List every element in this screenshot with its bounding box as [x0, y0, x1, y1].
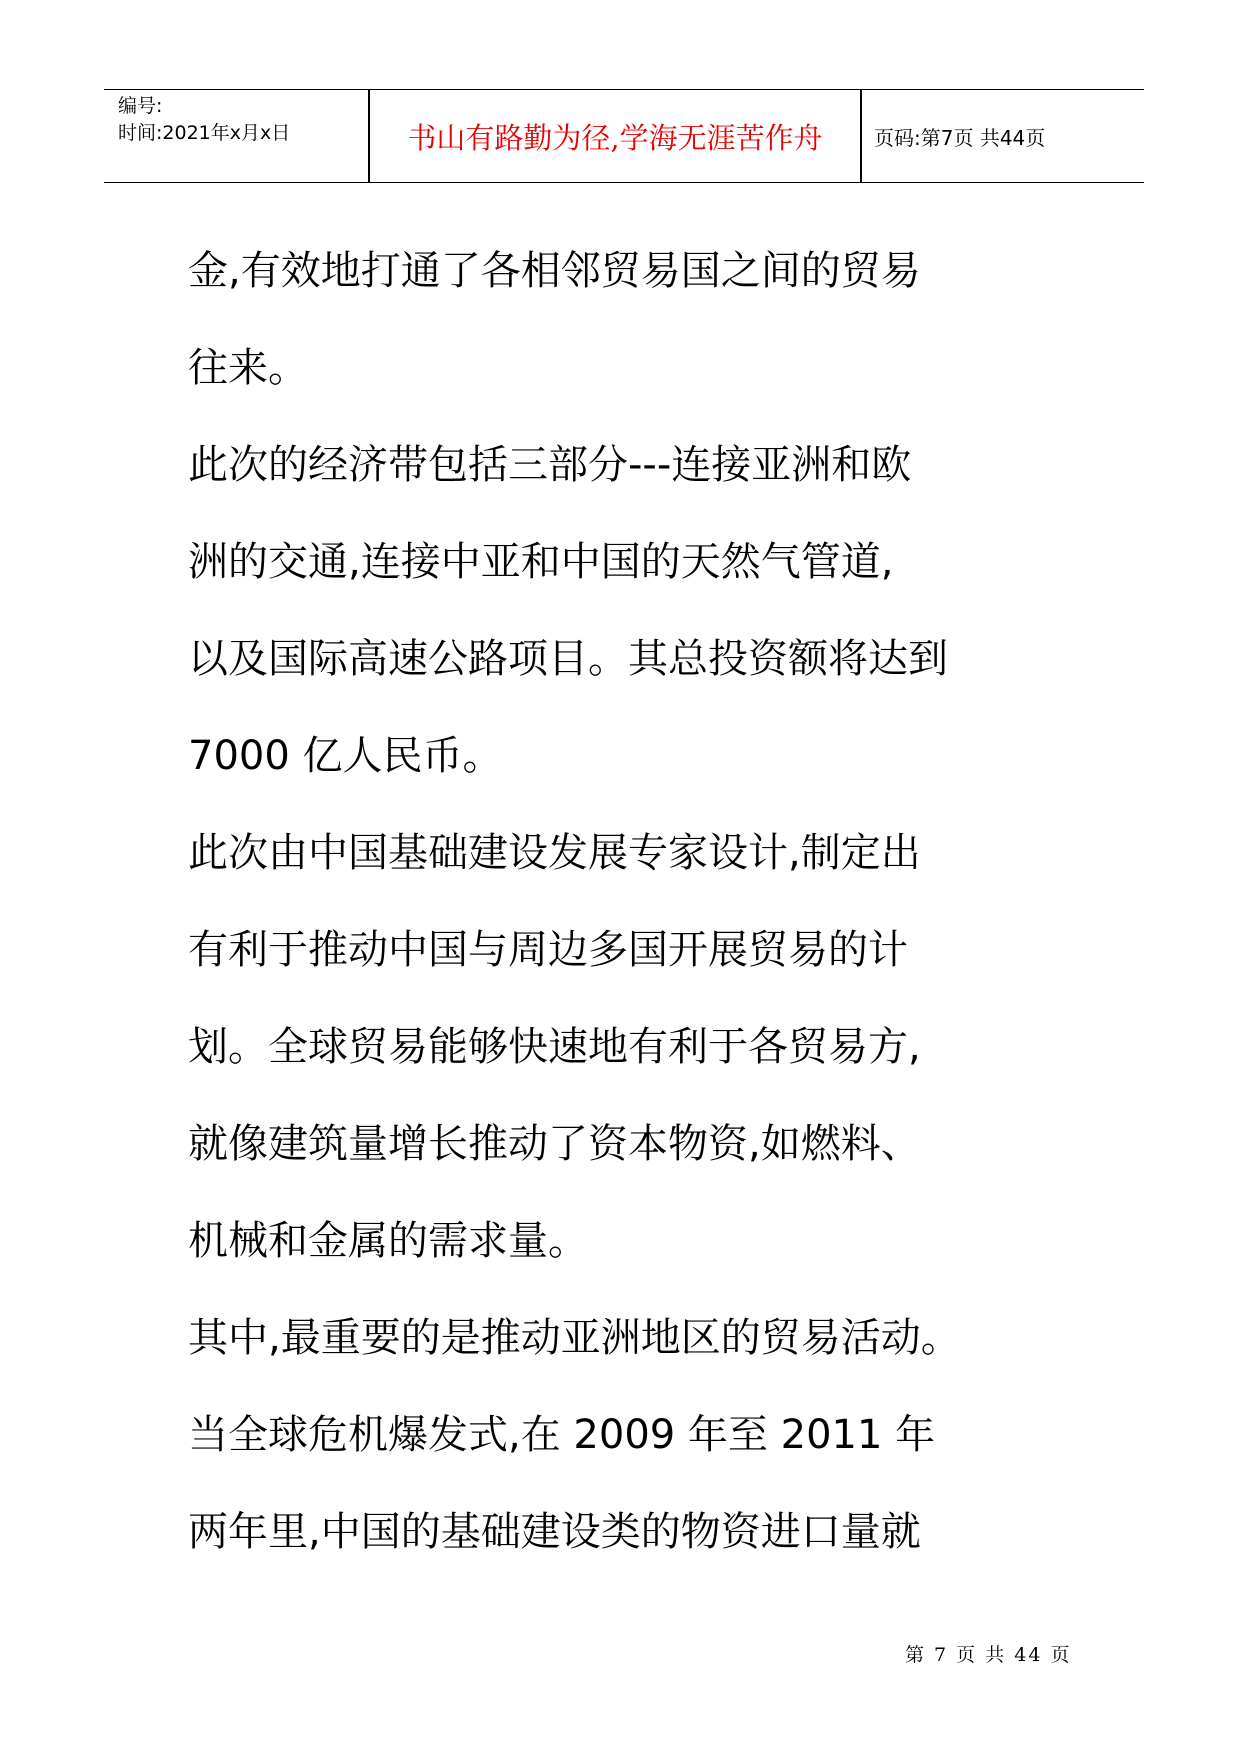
header-page-code: 页码:第7页 共44页 — [874, 125, 1046, 150]
header-motto: 书山有路勤为径,学海无涯苦作舟 — [407, 120, 823, 155]
text-line: 划。全球贸易能够快速地有利于各贸易方, — [188, 1024, 921, 1070]
text-line: 机械和金属的需求量。 — [188, 1218, 588, 1264]
text-line: 7000 亿人民币。 — [188, 733, 503, 779]
text-line: 此次的经济带包括三部分---连接亚洲和欧 — [188, 442, 912, 488]
document-header — [104, 89, 1144, 183]
text-line: 往来。 — [188, 345, 308, 391]
time-label: 时间:2021年x月x日 — [118, 122, 291, 144]
text-line: 此次由中国基础建设发展专家设计,制定出 — [188, 830, 921, 876]
text-line: 其中,最重要的是推动亚洲地区的贸易活动。 — [188, 1315, 961, 1361]
text-line: 金,有效地打通了各相邻贸易国之间的贸易 — [188, 248, 921, 294]
header-meta — [118, 93, 290, 147]
text-line: 以及国际高速公路项目。其总投资额将达到 — [188, 636, 948, 682]
header-divider-right — [860, 90, 862, 182]
text-line: 洲的交通,连接中亚和中国的天然气管道, — [188, 539, 894, 585]
serial-label: 编号: — [118, 95, 163, 117]
text-line: 就像建筑量增长推动了资本物资,如燃料、 — [188, 1121, 921, 1167]
text-line: 当全球危机爆发式,在 2009 年至 2011 年 — [188, 1412, 936, 1458]
body-text — [188, 223, 1108, 1581]
page-footer: 第 7 页 共 44 页 — [905, 1644, 1072, 1666]
text-line: 两年里,中国的基础建设类的物资进口量就 — [188, 1509, 921, 1555]
text-line: 有利于推动中国与周边多国开展贸易的计 — [188, 927, 908, 973]
